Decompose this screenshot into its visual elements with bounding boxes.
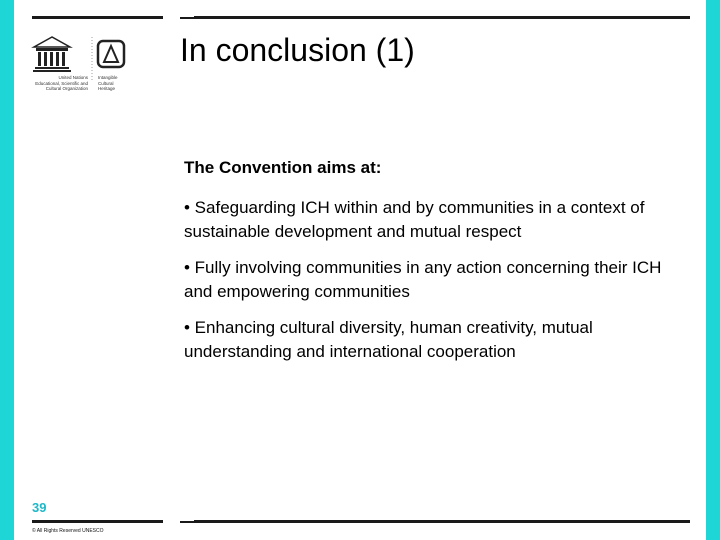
unesco-line: Cultural Organization	[45, 86, 88, 91]
ich-line: Cultural	[98, 80, 114, 86]
top-right-rule	[194, 16, 690, 19]
unesco-temple-icon	[30, 35, 165, 80]
unesco-line: Educational, Scientific and	[35, 80, 88, 86]
bottom-left-rule	[32, 520, 163, 523]
unesco-ich-logo	[30, 35, 165, 95]
bullet-item: • Safeguarding ICH within and by communities in a context of sustainable development and mutual respect	[184, 198, 645, 241]
intro-text: The Convention aims at:	[184, 158, 382, 177]
slide-body	[184, 157, 689, 376]
top-rule-tick	[180, 17, 194, 19]
ich-line: Intangible	[98, 75, 118, 80]
left-accent-bar	[0, 0, 14, 540]
bottom-right-rule	[194, 520, 690, 523]
page-number: 39	[32, 500, 47, 515]
ich-emblem-icon	[98, 41, 124, 67]
ich-logo-text	[98, 75, 118, 92]
unesco-line: United Nations	[58, 75, 88, 80]
bullet-item: • Enhancing cultural diversity, human creativity, mutual understanding and international cooperation	[184, 318, 593, 361]
ich-line: Heritage	[98, 86, 116, 91]
right-accent-bar	[706, 0, 720, 540]
slide-title: In conclusion (1)	[180, 32, 415, 68]
copyright-notice: © All Rights Reserved UNESCO	[32, 528, 104, 534]
bullet-item: • Fully involving communities in any action concerning their ICH and empowering communities	[184, 258, 662, 301]
unesco-logo-text	[32, 75, 88, 92]
top-left-rule	[32, 16, 163, 19]
bottom-rule-tick	[180, 521, 194, 523]
